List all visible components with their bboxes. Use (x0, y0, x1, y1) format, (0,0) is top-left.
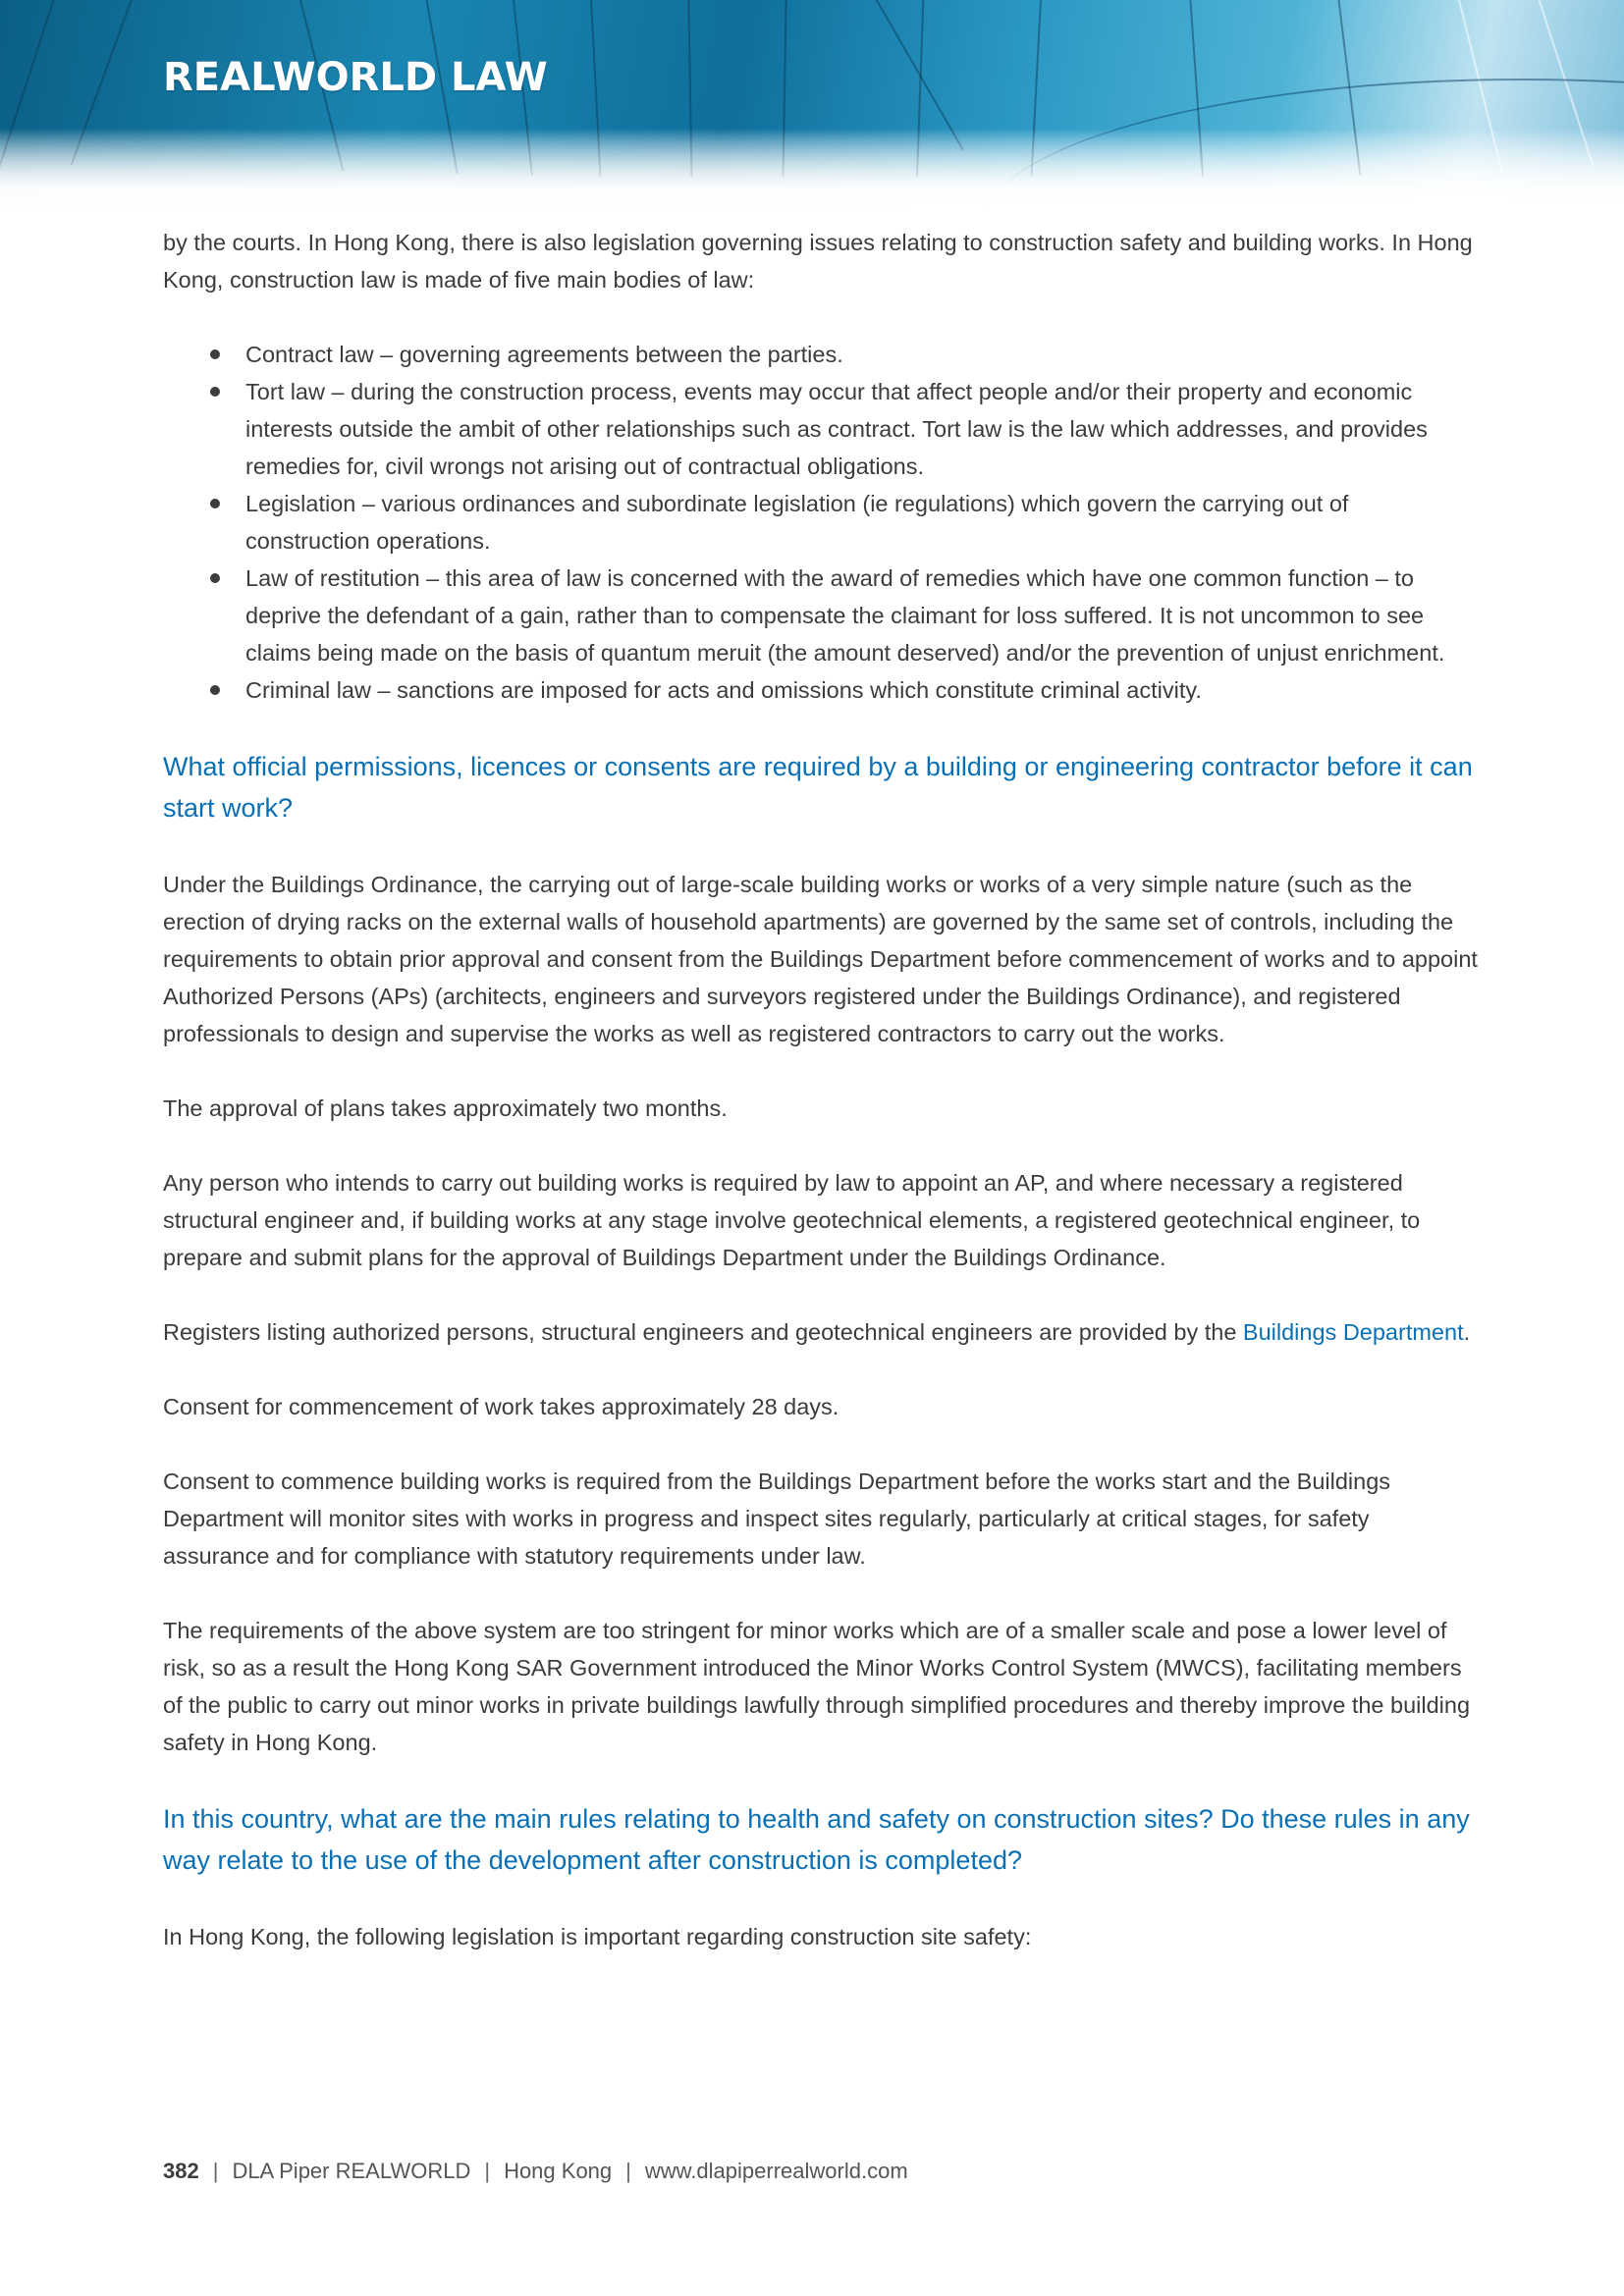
paragraph: In Hong Kong, the following legislation is important regarding construction site safety: (163, 1924, 1032, 1949)
section-heading-health-safety: In this country, what are the main rules relating to health and safety on construction sites? Do these rules in any way relate to the use of the development after construction is completed? (163, 1804, 1470, 1875)
list-item (245, 671, 1479, 709)
bullet-icon (210, 685, 220, 695)
bullet-icon (210, 499, 220, 508)
bullet-icon (210, 387, 220, 397)
list-item (245, 485, 1479, 560)
list-item-text: Tort law – during the construction process, events may occur that affect people and/or their property and economic interests outside the ambit of other relationships such as contract. Tort law is the law which addresses, and provides remedies for, civil wrongs not arising out of contractual obligations. (245, 379, 1428, 479)
banner-fade (0, 128, 1624, 216)
footer-website[interactable]: www.dlapiperrealworld.com (644, 2159, 908, 2183)
footer-publication: DLA Piper REALWORLD (232, 2159, 471, 2183)
bullet-icon (210, 573, 220, 583)
buildings-department-link[interactable]: Buildings Department (1242, 1319, 1464, 1345)
list-item-text: Legislation – various ordinances and subordinate legislation (ie regulations) which govern the carrying out of construction operations. (245, 491, 1349, 554)
banner-title: REALWORLD LAW (163, 55, 548, 100)
paragraph: Consent for commencement of work takes approximately 28 days. (163, 1394, 839, 1419)
paragraph-text: Registers listing authorized persons, structural engineers and geotechnical engineers are provided by the (163, 1319, 1243, 1345)
paragraph: Any person who intends to carry out building works is required by law to appoint an AP, and where necessary a registered structural engineer and, if building works at any stage involve geotechnical elements, a registered geotechnical engineer, to prepare and submit plans for the approval of Buildings Department under the Buildings Ordinance. (163, 1170, 1421, 1270)
paragraph-text: . (1463, 1319, 1471, 1345)
list-item (245, 373, 1479, 485)
footer-separator: | (484, 2159, 491, 2183)
page-content (163, 224, 1479, 1993)
list-item-text: Law of restitution – this area of law is concerned with the award of remedies which have one common function – to deprive the defendant of a gain, rather than to compensate the claimant for loss suffered. It is not uncommon to see claims being made on the basis of quantum meruit (the amount deserved) and/or the prevention of unjust enrichment. (245, 565, 1445, 666)
footer-separator: | (625, 2159, 631, 2183)
header-banner (0, 0, 1624, 216)
bullet-icon (210, 349, 220, 359)
list-item (245, 560, 1479, 671)
page-footer (163, 2159, 908, 2184)
paragraph: The approval of plans takes approximately two months. (163, 1095, 728, 1121)
footer-country: Hong Kong (504, 2159, 613, 2183)
bodies-of-law-list (163, 336, 1479, 709)
list-item-text: Criminal law – sanctions are imposed for acts and omissions which constitute criminal activity. (245, 677, 1202, 703)
paragraph: Under the Buildings Ordinance, the carrying out of large-scale building works or works of a very simple nature (such as the erection of drying racks on the external walls of household apartments) are governed by the same set of controls, including the requirements to obtain prior approval and consent from the Buildings Department before commencement of works and to appoint Authorized Persons (APs) (architects, engineers and surveyors registered under the Buildings Ordinance), and registered professionals to design and supervise the works as well as registered contractors to carry out the works. (163, 872, 1478, 1046)
intro-paragraph: by the courts. In Hong Kong, there is also legislation governing issues relating to construction safety and building works. In Hong Kong, construction law is made of five main bodies of law: (163, 230, 1473, 293)
list-item-text: Contract law – governing agreements between the parties. (245, 342, 843, 367)
paragraph: Consent to commence building works is required from the Buildings Department before the works start and the Buildings Department will monitor sites with works in progress and inspect sites regularly, particularly at critical stages, for safety assurance and for compliance with statutory requirements under law. (163, 1468, 1391, 1569)
section-heading-permissions: What official permissions, licences or consents are required by a building or engineering contractor before it can start work? (163, 752, 1473, 823)
footer-separator: | (212, 2159, 219, 2183)
list-item (245, 336, 1479, 373)
page-number: 382 (163, 2159, 199, 2183)
paragraph (163, 1313, 1479, 1351)
paragraph: The requirements of the above system are too stringent for minor works which are of a smaller scale and pose a lower level of risk, so as a result the Hong Kong SAR Government introduced the Minor Works Control System (MWCS), facilitating members of the public to carry out minor works in private buildings lawfully through simplified procedures and thereby improve the building safety in Hong Kong. (163, 1618, 1471, 1755)
